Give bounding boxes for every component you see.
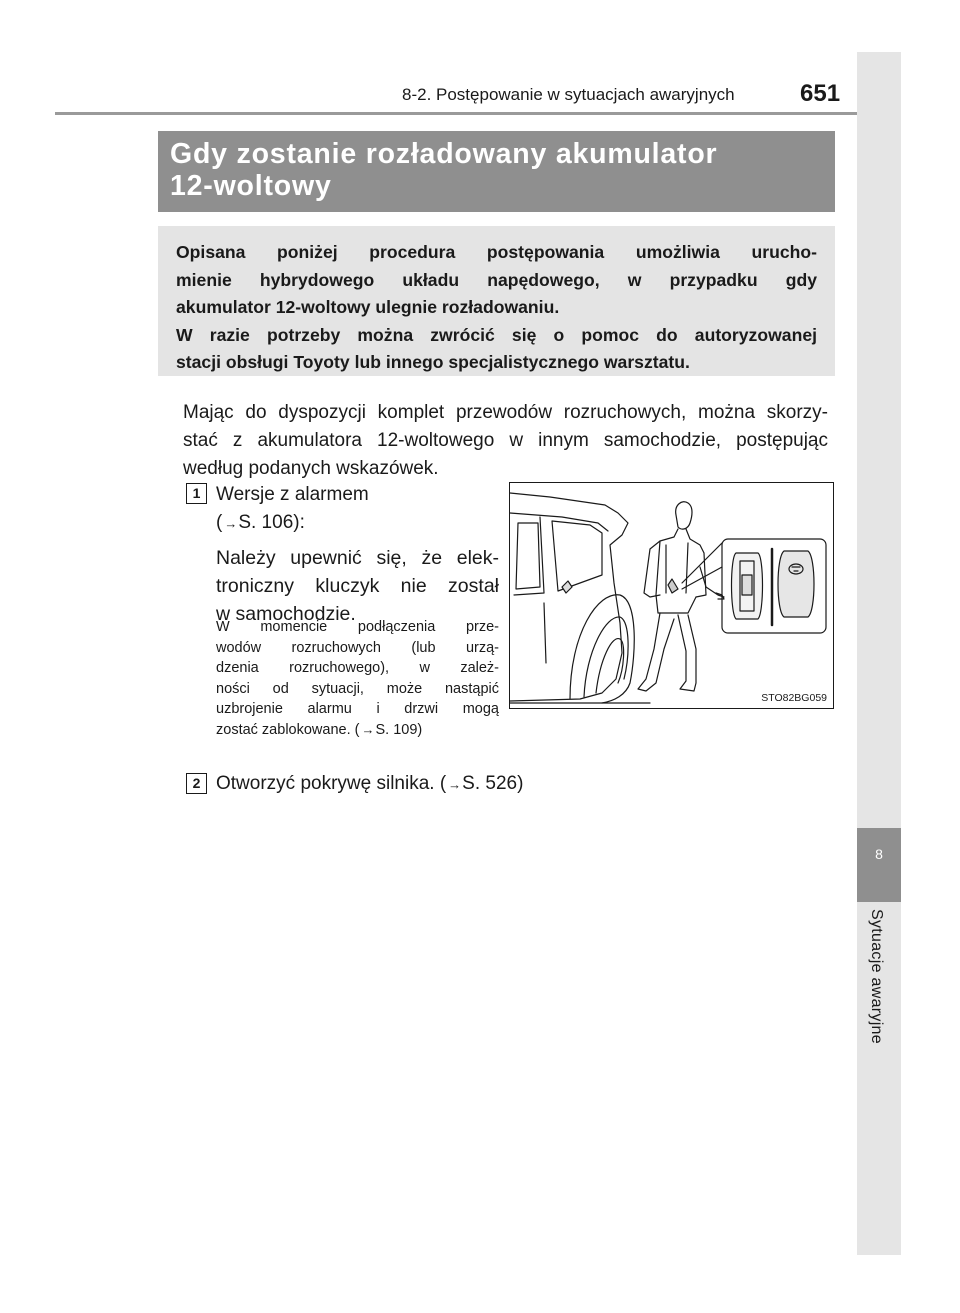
car-person-key-drawing [510, 483, 832, 707]
chapter-title: Sytuacje awaryjne [868, 909, 885, 1044]
arrow-right-icon: → [224, 516, 238, 531]
intro-line: Opisana poniżej procedura postępowania umożliwia urucho- [176, 242, 817, 262]
title-line-2: 12-woltowy [170, 170, 332, 202]
figure-code: STO82BG059 [761, 692, 827, 704]
illustration-person-car-key [509, 482, 834, 709]
note-line-last [216, 720, 499, 741]
header-divider [55, 112, 857, 115]
intro-line: W razie potrzeby można zwrócić się o pomoc do autoryzowanej [176, 324, 817, 345]
note-line: dzenia rozruchowego), w zależ- [216, 660, 499, 676]
intro-box [158, 226, 835, 376]
step-1-main-line: troniczny kluczyk nie został [216, 575, 499, 597]
note-line: uzbrojenie alarmu i drzwi mogą [216, 701, 499, 717]
paren-open: ( [216, 512, 223, 533]
note-text: zostać zablokowane. ( [216, 721, 360, 738]
chapter-side-tab [857, 52, 901, 1255]
intro-line: akumulator 12-woltowy ulegnie rozładowaniu. [176, 297, 560, 317]
step-1-badge: 1 [186, 483, 207, 504]
step-2-badge: 2 [186, 773, 207, 794]
intro-line: stacji obsługi Toyoty lub innego specjalistycznego warsztatu. [176, 352, 690, 372]
title-banner [158, 131, 835, 212]
body-paragraph [183, 399, 828, 483]
page-reference-link[interactable]: S. 526) [462, 773, 524, 794]
note-line: W momencie podłączenia prze- [216, 619, 499, 635]
step-2-text [216, 772, 523, 797]
step-1-text [216, 481, 499, 628]
body-line: według podanych wskazówek. [183, 458, 439, 479]
step-2-instruction: Otworzyć pokrywę silnika. ( [216, 773, 447, 794]
page-reference-link[interactable]: S. 106): [238, 512, 305, 533]
step-1-reference [216, 509, 499, 537]
chapter-number: 8 [875, 846, 883, 862]
body-line: stać z akumulatora 12-woltowego w innym samochodzie, postępując [183, 430, 828, 451]
step-1-note [216, 617, 499, 740]
step-1-main-line: Należy upewnić się, że elek- [216, 547, 499, 569]
page-number: 651 [800, 80, 841, 107]
page-reference-link[interactable]: S. 109) [375, 721, 423, 738]
note-line: ności od sytuacji, może nastąpić [216, 680, 499, 697]
note-line: wodów rozruchowych (lub urzą- [216, 639, 499, 656]
section-title: 8-2. Postępowanie w sytuacjach awaryjnych [402, 85, 735, 104]
body-line: Mając do dyspozycji komplet przewodów rozruchowych, można skorzy- [183, 402, 828, 423]
title-line-1: Gdy zostanie rozładowany akumulator [170, 138, 718, 170]
step-1-heading: Wersje z alarmem [216, 484, 369, 505]
intro-line: mienie hybrydowego układu napędowego, w przypadku gdy [176, 269, 817, 290]
step-1-main-line: w samochodzie. [216, 603, 356, 625]
arrow-right-icon: → [448, 777, 462, 792]
chapter-number-block [857, 828, 901, 902]
arrow-right-icon: → [361, 721, 375, 737]
